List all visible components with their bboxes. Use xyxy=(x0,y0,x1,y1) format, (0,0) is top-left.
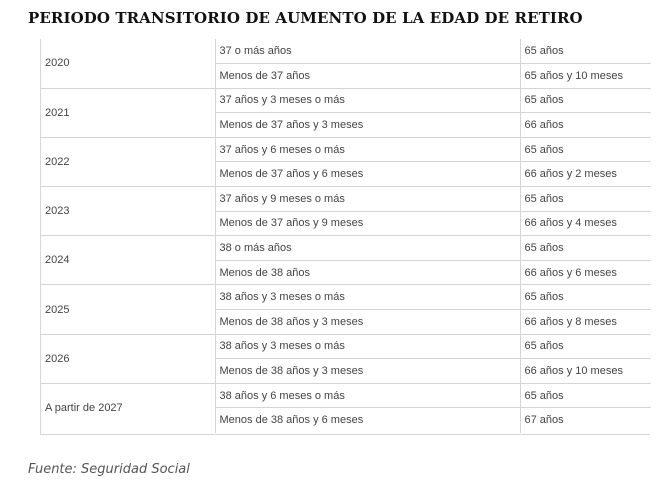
contribution-cell: 38 años y 3 meses o más xyxy=(215,334,520,359)
contribution-cell: 37 años y 6 meses o más xyxy=(215,137,520,162)
retirement-age-cell: 66 años y 8 meses xyxy=(520,310,651,335)
contribution-cell: Menos de 38 años y 3 meses xyxy=(215,310,520,335)
retirement-age-cell: 67 años xyxy=(520,408,651,433)
contribution-cell: 37 años y 9 meses o más xyxy=(215,187,520,212)
table-row xyxy=(41,334,651,359)
retirement-age-table-container xyxy=(40,39,650,435)
contribution-cell: Menos de 38 años y 6 meses xyxy=(215,408,520,433)
contribution-cell: Menos de 38 años xyxy=(215,260,520,285)
contribution-cell: 37 o más años xyxy=(215,39,520,64)
year-cell: 2022 xyxy=(41,137,215,186)
year-cell: A partir de 2027 xyxy=(41,383,215,432)
retirement-age-cell: 65 años y 10 meses xyxy=(520,64,651,89)
retirement-age-cell: 65 años xyxy=(520,137,651,162)
contribution-cell: Menos de 37 años y 3 meses xyxy=(215,113,520,138)
retirement-age-cell: 65 años xyxy=(520,236,651,261)
table-row xyxy=(41,236,651,261)
contribution-cell: Menos de 37 años y 9 meses xyxy=(215,211,520,236)
retirement-age-cell: 65 años xyxy=(520,88,651,113)
table-row xyxy=(41,383,651,408)
contribution-cell: Menos de 38 años y 3 meses xyxy=(215,359,520,384)
table-row xyxy=(41,187,651,212)
retirement-age-cell: 65 años xyxy=(524,45,564,58)
retirement-age-cell: 65 años xyxy=(520,187,651,212)
retirement-age-cell: 65 años xyxy=(520,334,651,359)
contribution-cell: 38 o más años xyxy=(215,236,520,261)
retirement-age-cell: 66 años y 4 meses xyxy=(520,211,651,236)
page-title: PERIODO TRANSITORIO DE AUMENTO DE LA EDAD DE RETIRO xyxy=(28,9,583,27)
table-body xyxy=(41,39,651,433)
year-cell: 2023 xyxy=(41,187,215,236)
year-cell: 2026 xyxy=(41,334,215,383)
contribution-cell: Menos de 37 años xyxy=(215,64,520,89)
year-cell: 2025 xyxy=(41,285,215,334)
contribution-cell: 37 años y 3 meses o más xyxy=(215,88,520,113)
contribution-cell: 38 años y 3 meses o más xyxy=(215,285,520,310)
retirement-age-cell: 66 años y 6 meses xyxy=(520,260,651,285)
retirement-age-table xyxy=(41,39,651,433)
year-cell: 2021 xyxy=(41,88,215,137)
year-cell: 2024 xyxy=(41,236,215,285)
year-cell: 2020 xyxy=(41,39,215,88)
table-row xyxy=(41,137,651,162)
retirement-age-cell: 65 años xyxy=(520,285,651,310)
retirement-age-cell: 65 años xyxy=(520,383,651,408)
table-row xyxy=(41,285,651,310)
retirement-age-cell: 66 años y 10 meses xyxy=(520,359,651,384)
table-row xyxy=(41,39,651,64)
table-row xyxy=(41,88,651,113)
retirement-age-cell: 66 años y 2 meses xyxy=(520,162,651,187)
contribution-cell: 38 años y 6 meses o más xyxy=(215,383,520,408)
retirement-age-cell: 66 años xyxy=(520,113,651,138)
contribution-cell: Menos de 37 años y 6 meses xyxy=(215,162,520,187)
source-note: Fuente: Seguridad Social xyxy=(28,462,190,477)
